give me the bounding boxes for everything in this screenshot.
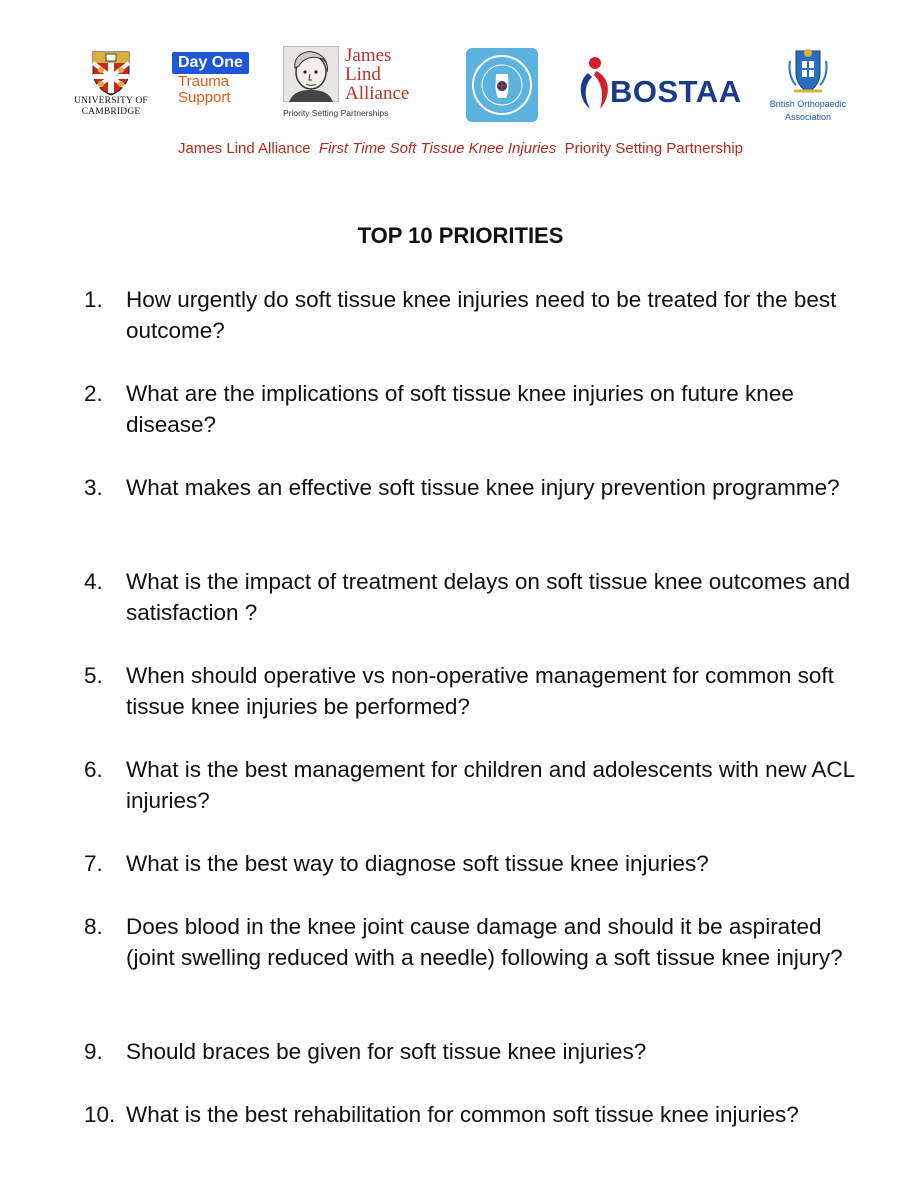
priority-text: Does blood in the knee joint cause damage and should it be aspirated (joint swelling reduced with a needle) following a soft tissue knee injury? xyxy=(126,914,843,970)
priority-text: Should braces be given for soft tissue knee injuries? xyxy=(126,1039,647,1064)
dayone-line2: Support xyxy=(178,89,231,106)
priority-number: 3. xyxy=(84,475,103,500)
jla-name-line1: James xyxy=(345,45,392,66)
priority-number: 9. xyxy=(84,1039,103,1064)
priority-number: 4. xyxy=(84,569,103,594)
priority-number: 1. xyxy=(84,287,103,312)
priority-number: 6. xyxy=(84,757,103,782)
jla-name-line2: Lind xyxy=(345,64,381,85)
cambridge-shield-icon xyxy=(91,50,131,96)
british-association-logo xyxy=(466,48,538,122)
priority-text: What makes an effective soft tissue knee injury prevention programme? xyxy=(126,475,840,500)
priority-text: What are the implications of soft tissue knee injuries on future knee disease? xyxy=(126,381,794,437)
bostaa-logo xyxy=(576,55,744,111)
priority-number: 8. xyxy=(84,914,103,939)
boa-line1: British Orthopaedic xyxy=(769,99,847,109)
jla-logo xyxy=(283,46,443,122)
jla-portrait-icon xyxy=(283,46,339,102)
dayone-logo xyxy=(172,52,260,106)
cambridge-logo-line2: CAMBRIDGE xyxy=(81,107,141,117)
priority-text: When should operative vs non-operative management for common soft tissue knee injuries be performed? xyxy=(126,663,834,719)
dayone-badge: Day One xyxy=(172,52,249,74)
jla-name-line3: Alliance xyxy=(345,83,410,104)
banner-suffix: Priority Setting Partnership xyxy=(564,140,743,157)
priority-text: What is the best way to diagnose soft tissue knee injuries? xyxy=(126,851,709,876)
boa-logo xyxy=(768,47,848,123)
priority-text: What is the best rehabilitation for common soft tissue knee injuries? xyxy=(126,1102,799,1127)
priority-number: 5. xyxy=(84,663,103,688)
priority-number: 2. xyxy=(84,381,103,406)
boa-line2: Association xyxy=(784,112,832,122)
jla-name xyxy=(345,46,409,103)
priority-text: What is the best management for children and adolescents with new ACL injuries? xyxy=(126,757,855,813)
priority-number: 7. xyxy=(84,851,103,876)
priority-number: 10. xyxy=(84,1102,116,1127)
cambridge-logo-line1: UNIVERSITY OF xyxy=(74,96,148,106)
page-title: TOP 10 PRIORITIES xyxy=(357,223,564,248)
boa-crest-icon xyxy=(788,47,828,97)
banner-prefix: James Lind Alliance xyxy=(178,140,311,157)
banner-italic: First Time Soft Tissue Knee Injuries xyxy=(318,140,557,157)
bostaa-wordmark: BOSTAA xyxy=(610,74,742,109)
jla-subtitle: Priority Setting Partnerships xyxy=(283,108,389,118)
priority-text: What is the impact of treatment delays on soft tissue knee outcomes and satisfaction ? xyxy=(126,569,851,625)
british-association-badge-icon xyxy=(466,48,538,122)
psp-banner xyxy=(0,140,921,157)
priority-text: How urgently do soft tissue knee injuries need to be treated for the best outcome? xyxy=(126,287,837,343)
dayone-line1: Trauma xyxy=(178,73,230,90)
cambridge-logo xyxy=(74,50,148,118)
